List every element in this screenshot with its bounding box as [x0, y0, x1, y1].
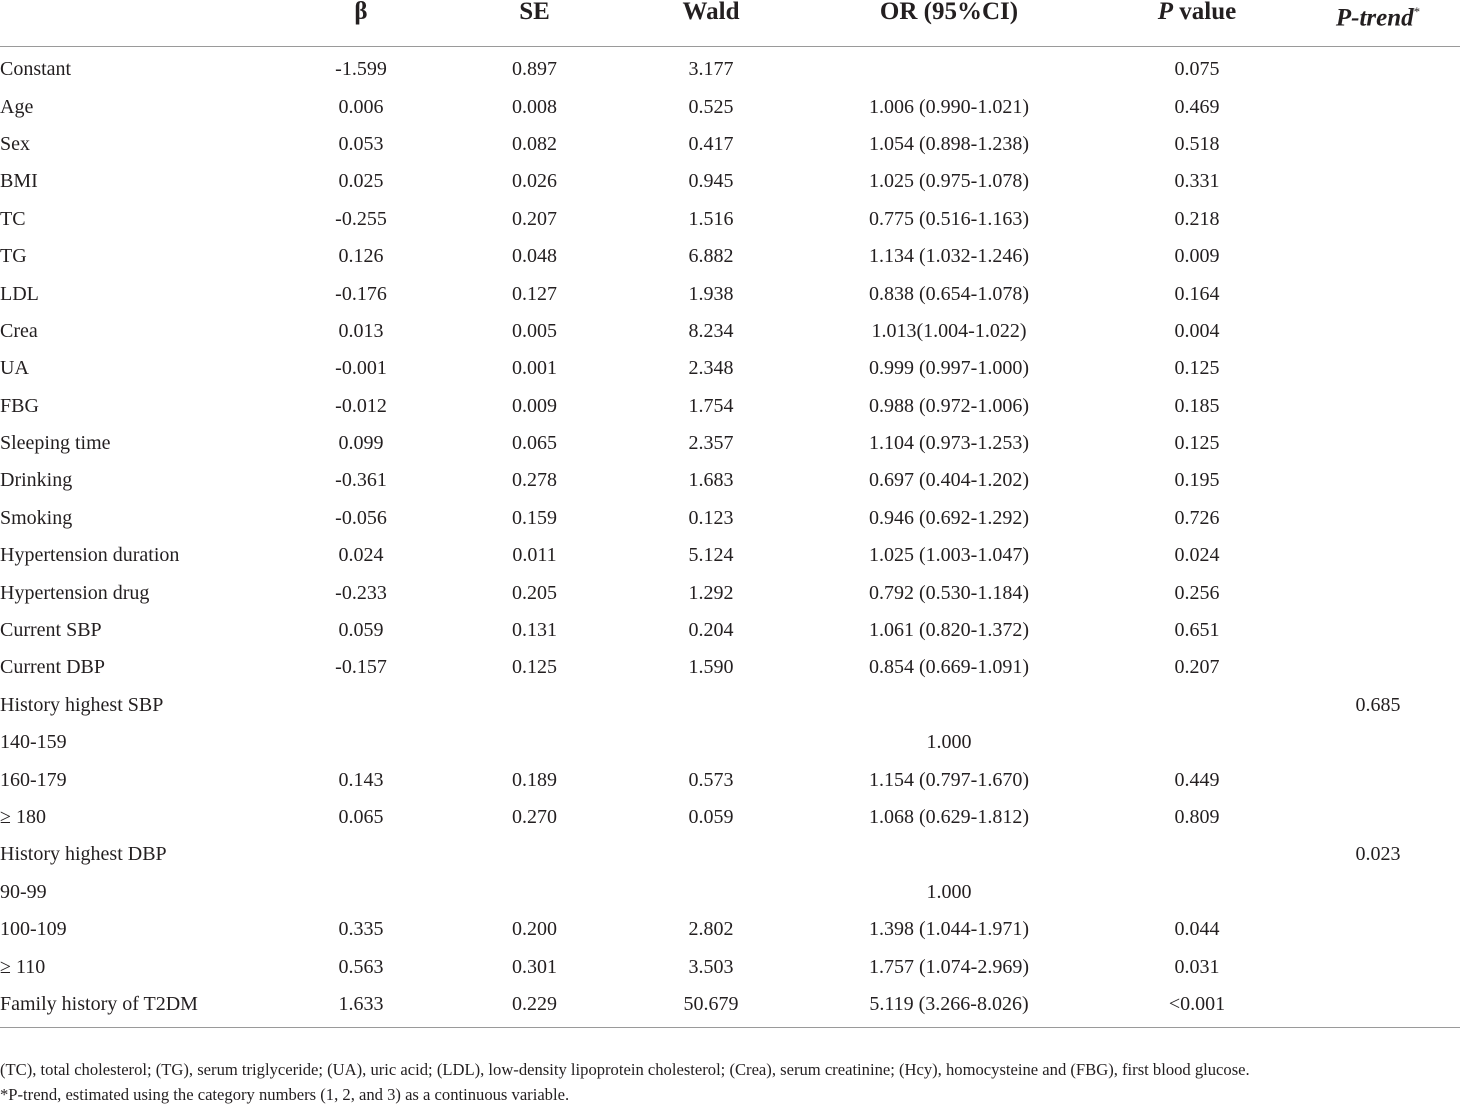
cell-p-trend: 0.685: [1355, 693, 1401, 716]
cell-p-value: 0.726: [1174, 506, 1220, 529]
table-row: [0, 350, 1460, 387]
cell-beta: 1.633: [275, 986, 447, 1028]
cell-p-trend: [1296, 275, 1460, 312]
cell-variable: TC: [0, 207, 26, 230]
table-row: [0, 986, 1460, 1028]
cell-p-trend: [1296, 948, 1460, 985]
cell-variable: FBG: [0, 394, 39, 417]
cell-beta: -0.001: [335, 357, 387, 380]
cell-se: 0.127: [512, 282, 557, 305]
cell-beta: -0.233: [335, 581, 387, 604]
cell-p-value: 0.218: [1174, 207, 1220, 230]
cell-wald: 3.503: [688, 955, 734, 978]
header-p-trend: [1296, 0, 1460, 47]
cell-se: [447, 724, 622, 761]
cell-variable: BMI: [0, 170, 38, 193]
cell-beta: 0.335: [338, 918, 384, 941]
cell-variable: 140-159: [0, 731, 67, 754]
cell-se: 0.082: [512, 132, 557, 155]
cell-or: 1.025 (1.003-1.047): [869, 544, 1029, 567]
cell-or: 1.000: [926, 880, 972, 903]
cell-wald: 1.754: [688, 394, 734, 417]
header-p-value: [1098, 0, 1296, 47]
cell-wald: 0.417: [688, 132, 734, 155]
cell-wald: 0.945: [688, 170, 734, 193]
table-row: [0, 462, 1460, 499]
cell-wald: 50.679: [622, 986, 800, 1028]
cell-p-value: 0.164: [1174, 282, 1220, 305]
cell-p-value: 0.518: [1174, 132, 1220, 155]
cell-wald: 0.525: [688, 95, 734, 118]
cell-variable: Hypertension duration: [0, 544, 180, 567]
cell-p-value: 0.009: [1174, 245, 1220, 268]
cell-or: 1.154 (0.797-1.670): [869, 768, 1029, 791]
cell-or: 1.757 (1.074-2.969): [869, 955, 1029, 978]
cell-beta: 0.099: [338, 432, 384, 455]
cell-p-value: 0.469: [1174, 95, 1220, 118]
cell-or: 1.006 (0.990-1.021): [869, 95, 1029, 118]
cell-variable: History highest DBP: [0, 843, 167, 866]
cell-se: 0.131: [512, 619, 557, 642]
cell-p-value: 0.044: [1174, 918, 1220, 941]
cell-or: 0.775 (0.516-1.163): [869, 207, 1029, 230]
cell-p-trend: [1296, 163, 1460, 200]
cell-p-trend: [1296, 313, 1460, 350]
cell-wald: 0.123: [688, 506, 734, 529]
cell-p-value: 0.331: [1174, 170, 1220, 193]
cell-wald: 1.516: [688, 207, 734, 230]
table-row: [0, 687, 1460, 724]
table-row: [0, 425, 1460, 462]
cell-variable: History highest SBP: [0, 693, 164, 716]
cell-p-trend: [1296, 388, 1460, 425]
cell-or: [800, 687, 1098, 724]
cell-beta: 0.563: [338, 955, 384, 978]
table-row: [0, 388, 1460, 425]
cell-se: 0.205: [512, 581, 557, 604]
cell-variable: 160-179: [0, 768, 67, 791]
table-footnotes: [0, 1057, 1460, 1107]
cell-beta: 0.006: [338, 95, 384, 118]
cell-beta: [275, 874, 447, 911]
cell-beta: -0.255: [335, 207, 387, 230]
cell-p-trend: [1296, 986, 1460, 1028]
cell-se: 0.189: [512, 768, 557, 791]
header-p-rest: value: [1173, 0, 1237, 25]
table-body: [0, 47, 1460, 1028]
cell-or: 0.792 (0.530-1.184): [869, 581, 1029, 604]
table-row: [0, 201, 1460, 238]
cell-se: 0.001: [512, 357, 557, 380]
cell-beta: 0.025: [338, 170, 384, 193]
header-ptrend-italic: P: [1335, 4, 1352, 32]
table-header: [0, 0, 1460, 47]
cell-p-value: 0.207: [1174, 656, 1220, 679]
cell-wald: 0.573: [688, 768, 734, 791]
cell-beta: -0.176: [335, 282, 387, 305]
cell-p-value: [1098, 874, 1296, 911]
table-row: [0, 724, 1460, 761]
cell-or: 1.398 (1.044-1.971): [869, 918, 1029, 941]
cell-se: [447, 874, 622, 911]
header-beta: β: [275, 0, 447, 47]
cell-or: 1.134 (1.032-1.246): [869, 245, 1029, 268]
cell-wald: [622, 687, 800, 724]
table-row: [0, 275, 1460, 312]
cell-wald: [622, 836, 800, 873]
cell-or: 1.025 (0.975-1.078): [869, 170, 1029, 193]
cell-se: 0.301: [512, 955, 557, 978]
cell-se: 0.270: [512, 806, 557, 828]
cell-se: 0.008: [512, 95, 557, 118]
cell-or: [800, 836, 1098, 873]
cell-p-value: 0.004: [1174, 319, 1220, 342]
cell-p-value: [1098, 724, 1296, 761]
table-row: [0, 238, 1460, 275]
cell-p-value: 0.075: [1174, 58, 1220, 81]
cell-wald: 8.234: [688, 319, 734, 342]
cell-p-value: 0.449: [1174, 768, 1220, 791]
footnote-abbreviations: (TC), total cholesterol; (TG), serum triglyceride; (UA), uric acid; (LDL), low-density lipoprotein cholesterol; (Crea), serum creatinine; (Hcy), homocysteine and (FBG), first blood glucose.: [0, 1060, 1250, 1079]
cell-se: 0.207: [512, 207, 557, 230]
cell-or: 5.119 (3.266-8.026): [800, 986, 1098, 1028]
cell-p-value: [1098, 687, 1296, 724]
table-row: [0, 126, 1460, 163]
table-row: [0, 836, 1460, 873]
cell-p-trend: 0.023: [1355, 843, 1401, 866]
cell-se: [447, 836, 622, 873]
table-row: [0, 500, 1460, 537]
cell-or: 0.854 (0.669-1.091): [869, 656, 1029, 679]
header-ptrend-rest: -trend: [1351, 4, 1414, 32]
cell-wald: [622, 874, 800, 911]
cell-p-trend: [1296, 612, 1460, 649]
cell-or: [800, 47, 1098, 89]
cell-p-trend: [1296, 201, 1460, 238]
cell-variable: Current DBP: [0, 656, 105, 679]
cell-wald: 0.059: [688, 806, 734, 828]
cell-beta: [275, 836, 447, 873]
table-row: [0, 911, 1460, 948]
cell-variable: Constant: [0, 58, 72, 81]
cell-wald: 1.590: [688, 656, 734, 679]
table-row: [0, 537, 1460, 574]
cell-or: 1.000: [926, 731, 972, 754]
cell-beta: 0.024: [338, 544, 384, 567]
header-p-italic: P: [1157, 0, 1174, 25]
cell-variable: Drinking: [0, 469, 73, 492]
cell-variable: 90-99: [0, 880, 47, 903]
cell-p-trend: [1296, 462, 1460, 499]
cell-or: 0.946 (0.692-1.292): [869, 506, 1029, 529]
cell-p-trend: [1296, 88, 1460, 125]
cell-se: 0.229: [447, 986, 622, 1028]
cell-wald: 2.357: [688, 432, 734, 455]
cell-beta: 0.013: [338, 319, 384, 342]
cell-p-trend: [1296, 649, 1460, 686]
cell-se: 0.278: [512, 469, 557, 492]
cell-variable: Crea: [0, 319, 38, 342]
cell-variable: LDL: [0, 282, 39, 305]
cell-or: 1.104 (0.973-1.253): [869, 432, 1029, 455]
cell-variable: Sex: [0, 132, 30, 155]
cell-p-trend: [1296, 574, 1460, 611]
header-variable: [0, 0, 275, 47]
cell-p-trend: [1296, 500, 1460, 537]
cell-beta: -1.599: [335, 58, 387, 81]
cell-beta: 0.126: [338, 245, 384, 268]
cell-p-value: 0.195: [1174, 469, 1220, 492]
cell-or: 1.068 (0.629-1.812): [869, 806, 1029, 828]
table-row: [0, 948, 1460, 985]
cell-wald: 1.292: [688, 581, 734, 604]
cell-p-value: 0.809: [1174, 806, 1220, 828]
cell-se: 0.011: [512, 544, 557, 567]
cell-beta: -0.056: [335, 506, 387, 529]
header-wald: Wald: [622, 0, 800, 47]
table-row: [0, 649, 1460, 686]
cell-se: 0.159: [512, 506, 557, 529]
cell-variable: ≥ 180: [0, 806, 46, 828]
cell-or: 0.697 (0.404-1.202): [869, 469, 1029, 492]
cell-p-trend: [1296, 761, 1460, 798]
cell-or: 1.054 (0.898-1.238): [869, 132, 1029, 155]
table-row: [0, 47, 1460, 89]
cell-p-value: 0.256: [1174, 581, 1220, 604]
table-row: [0, 612, 1460, 649]
cell-p-value: 0.024: [1174, 544, 1220, 567]
cell-p-value: 0.125: [1174, 357, 1220, 380]
header-ptrend-mark: *: [1413, 4, 1421, 19]
cell-p-value: 0.185: [1174, 394, 1220, 417]
cell-p-trend: [1296, 47, 1460, 89]
cell-wald: 1.938: [688, 282, 734, 305]
cell-p-trend: [1296, 238, 1460, 275]
cell-se: 0.200: [512, 918, 557, 941]
cell-se: 0.897: [512, 58, 557, 81]
cell-beta: 0.059: [338, 619, 384, 642]
cell-beta: -0.157: [335, 656, 387, 679]
cell-wald: 6.882: [688, 245, 734, 268]
cell-wald: 3.177: [688, 58, 734, 81]
cell-variable: Age: [0, 95, 34, 118]
cell-beta: [275, 724, 447, 761]
cell-wald: 5.124: [688, 544, 734, 567]
header-row: [0, 0, 1460, 47]
table-row: [0, 761, 1460, 798]
cell-wald: 2.348: [688, 357, 734, 380]
cell-wald: 1.683: [688, 469, 734, 492]
header-or: OR (95%CI): [800, 0, 1098, 47]
table-row: [0, 574, 1460, 611]
cell-se: 0.005: [512, 319, 557, 342]
cell-p-value: 0.651: [1174, 619, 1220, 642]
cell-se: 0.065: [512, 432, 557, 455]
cell-p-value: 0.031: [1174, 955, 1220, 978]
cell-p-trend: [1296, 724, 1460, 761]
cell-p-trend: [1296, 537, 1460, 574]
cell-variable: Current SBP: [0, 619, 102, 642]
cell-p-trend: [1296, 350, 1460, 387]
cell-p-trend: [1296, 126, 1460, 163]
table-row: [0, 874, 1460, 911]
cell-variable: Sleeping time: [0, 432, 111, 455]
cell-se: 0.048: [512, 245, 557, 268]
cell-variable: ≥ 110: [0, 955, 46, 978]
cell-p-trend: [1296, 874, 1460, 911]
cell-beta: 0.065: [338, 806, 384, 828]
cell-wald: 2.802: [688, 918, 734, 941]
cell-variable: Smoking: [0, 506, 73, 529]
cell-p-value: 0.125: [1174, 432, 1220, 455]
cell-wald: 0.204: [688, 619, 734, 642]
cell-variable: 100-109: [0, 918, 67, 941]
table-row: [0, 313, 1460, 350]
cell-se: 0.026: [512, 170, 557, 193]
footnote-ptrend: *P-trend, estimated using the category numbers (1, 2, and 3) as a continuous variable.: [0, 1085, 570, 1104]
cell-beta: 0.053: [338, 132, 384, 155]
cell-beta: [275, 687, 447, 724]
cell-or: 1.013(1.004-1.022): [871, 319, 1027, 342]
cell-variable: TG: [0, 245, 27, 268]
cell-or: 0.838 (0.654-1.078): [869, 282, 1029, 305]
cell-or: 0.988 (0.972-1.006): [869, 394, 1029, 417]
cell-p-trend: [1296, 799, 1460, 836]
cell-se: 0.009: [512, 394, 557, 417]
cell-se: 0.125: [512, 656, 557, 679]
cell-variable: UA: [0, 357, 29, 380]
cell-variable: Hypertension drug: [0, 581, 150, 604]
cell-beta: 0.143: [338, 768, 384, 791]
table-row: [0, 88, 1460, 125]
table-row: [0, 163, 1460, 200]
cell-variable: Family history of T2DM: [0, 986, 275, 1028]
cell-or: 0.999 (0.997-1.000): [869, 357, 1029, 380]
cell-wald: [622, 724, 800, 761]
cell-p-trend: [1296, 425, 1460, 462]
cell-se: [447, 687, 622, 724]
cell-p-value: <0.001: [1098, 986, 1296, 1028]
cell-p-value: [1098, 836, 1296, 873]
cell-p-trend: [1296, 911, 1460, 948]
cell-or: 1.061 (0.820-1.372): [869, 619, 1029, 642]
table-row: [0, 799, 1460, 836]
header-se: SE: [447, 0, 622, 47]
cell-beta: -0.361: [335, 469, 387, 492]
cell-beta: -0.012: [335, 394, 387, 417]
